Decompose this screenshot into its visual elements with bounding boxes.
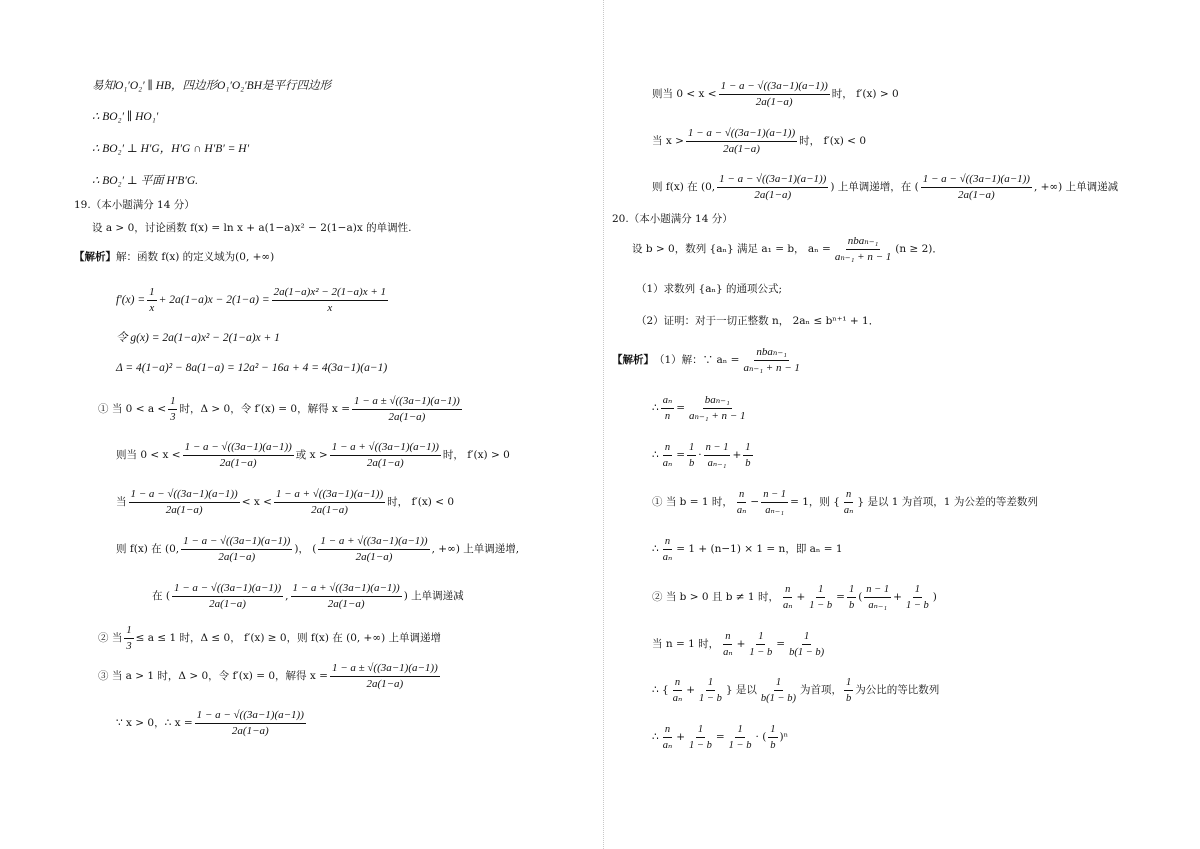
math-text: +	[732, 449, 742, 461]
question-19-heading	[74, 197, 195, 213]
denominator: n	[664, 410, 671, 422]
case-1-line-3	[116, 485, 454, 519]
numerator: aₙ	[661, 394, 675, 409]
fraction	[195, 709, 306, 738]
fraction	[661, 441, 675, 470]
math-text: +	[796, 591, 806, 603]
fraction	[721, 630, 735, 659]
math-text: ,	[285, 590, 289, 602]
fraction	[172, 582, 283, 611]
denominator: 2a(1−a)	[311, 503, 348, 516]
solution-text: 解：函数 f(x) 的定义域为(0, +∞)	[116, 251, 275, 263]
fraction	[687, 441, 696, 470]
question-part: （2）证明：对于一切正整数 n， 2aₙ ≤ bⁿ⁺¹ + 1．	[636, 315, 880, 327]
math-text: （1）解：∵ aₙ =	[654, 354, 740, 366]
denominator: b	[848, 599, 855, 611]
denominator: b(1 − b)	[789, 646, 825, 658]
numerator: 1 − a − √((3a−1)(a−1))	[129, 488, 240, 503]
right-line-2	[652, 124, 866, 158]
numerator: 1	[802, 630, 811, 645]
numerator: 1	[735, 723, 744, 738]
case-2-line	[98, 623, 441, 653]
fraction	[759, 676, 798, 705]
math-text: ② 当 b > 0 且 b ≠ 1 时，	[652, 591, 779, 603]
numerator: 1 − a + √((3a−1)(a−1))	[291, 582, 402, 597]
math-text: ③ 当 a > 1 时，Δ > 0，令 f′(x) = 0，解得 x =	[98, 670, 328, 682]
fraction	[747, 630, 774, 659]
math-text: )ⁿ	[779, 731, 789, 743]
fraction	[704, 441, 731, 470]
numerator: n	[737, 488, 746, 503]
fraction	[181, 535, 292, 564]
left-line-plane	[92, 173, 198, 189]
statement-text: ∴ BO₂′ ⊥ H′G，H′G ∩ H′B′ = H′	[92, 143, 250, 155]
math-text: 当 n = 1 时，	[652, 638, 720, 650]
numerator: n	[673, 676, 682, 691]
denominator: aₙ₋₁ + n − 1	[743, 361, 800, 374]
denominator: 2a(1−a)	[165, 503, 203, 516]
question-part: （1）求数列 {aₙ} 的通项公式;	[636, 283, 783, 295]
fraction	[842, 488, 856, 517]
derivative-line	[116, 283, 390, 317]
solution-20-intro	[612, 343, 804, 377]
math-text: } 是以	[725, 684, 757, 696]
case-1-line-1	[98, 392, 464, 426]
numerator: n − 1	[864, 583, 891, 598]
solution-20-n1	[652, 627, 828, 661]
fraction	[807, 583, 834, 612]
solution-tag: 【解析】	[612, 354, 654, 366]
denominator: b	[745, 457, 751, 469]
math-text: =	[676, 402, 686, 414]
denominator: 3	[126, 640, 132, 652]
math-text: 在 (	[152, 590, 170, 602]
numerator: 1	[168, 395, 177, 410]
fraction	[904, 583, 931, 612]
case-3-line-2	[116, 706, 308, 740]
fraction	[124, 624, 133, 653]
numerator: 1	[847, 583, 856, 598]
numerator: 1	[743, 441, 752, 456]
denominator: 2a(1−a)	[218, 550, 256, 563]
math-text: +	[676, 731, 686, 743]
denominator: aₙ	[662, 551, 673, 563]
denominator: 2a(1−a)	[209, 597, 246, 610]
math-text: ≤ a ≤ 1 时，Δ ≤ 0， f′(x) ≥ 0，则 f(x) 在 (0, +∞) 上单调递增	[135, 632, 442, 644]
fraction	[291, 582, 402, 611]
math-text: =	[676, 449, 686, 461]
math-text: < x <	[241, 496, 272, 508]
math-text: −	[750, 496, 760, 508]
math-text: + 2a(1−a)x − 2(1−a) =	[158, 294, 270, 306]
fraction	[661, 394, 675, 423]
fraction	[761, 488, 788, 517]
numerator: n	[663, 723, 672, 738]
fraction	[921, 173, 1032, 202]
math-text: 当	[116, 496, 127, 508]
question-number: 19.（本小题满分 14 分）	[74, 199, 195, 211]
numerator: 1 − a − √((3a−1)(a−1))	[183, 441, 294, 456]
denominator: 2a(1−a)	[754, 188, 792, 201]
fraction	[168, 395, 177, 424]
fraction	[352, 395, 462, 424]
denominator: 2a(1−a)	[366, 677, 404, 690]
numerator: 1 − a ± √((3a−1)(a−1))	[352, 395, 462, 410]
math-text: ∴ {	[652, 684, 669, 696]
right-line-3	[652, 170, 1118, 204]
solution-20-step-2	[652, 391, 749, 425]
right-line-1	[652, 77, 899, 111]
denominator: 1 − b	[699, 692, 722, 704]
denominator: aₙ	[782, 599, 793, 611]
denominator: x	[149, 301, 155, 314]
denominator: b	[846, 692, 852, 704]
statement-text: 易知O₁′O₂′ ∥ HB，四边形O₁′O₂′BH是平行四边形	[92, 80, 331, 92]
numerator: n	[663, 441, 672, 456]
math-text: 时，Δ > 0，令 f′(x) = 0，解得 x =	[179, 403, 350, 415]
left-line-perp	[92, 141, 249, 157]
denominator: aₙ	[723, 646, 733, 658]
question-20-part-2	[636, 313, 879, 329]
math-text: ② 当	[98, 632, 123, 644]
denominator: 1 − b	[809, 599, 833, 611]
fraction	[844, 676, 853, 705]
fraction	[330, 662, 440, 691]
denominator: 2a(1−a)	[355, 550, 393, 563]
case-1-line-2	[116, 438, 510, 472]
denominator: 2a(1−a)	[231, 724, 269, 737]
math-text: 时， f′(x) < 0	[387, 496, 455, 508]
question-20-text	[632, 232, 943, 266]
math-text: ∴	[652, 731, 659, 743]
numerator: nbaₙ₋₁	[846, 235, 881, 250]
denominator: 1 − b	[905, 599, 929, 611]
math-text: )	[932, 591, 937, 603]
math-text: · (	[755, 731, 767, 743]
math-text: 或 x >	[295, 449, 328, 461]
fraction	[272, 286, 388, 315]
math-text: +	[736, 638, 746, 650]
fraction	[741, 346, 801, 375]
denominator: aₙ	[672, 692, 683, 704]
solution-tag: 【解析】	[74, 251, 116, 263]
fraction	[697, 676, 724, 705]
case-1-line-4	[116, 532, 519, 566]
fraction	[727, 723, 754, 752]
left-line-parallel-2	[92, 109, 158, 125]
case-3-line-1	[98, 659, 442, 693]
math-text: 则 f(x) 在 (0,	[652, 181, 716, 193]
numerator: n	[844, 488, 853, 503]
numerator: 1	[696, 723, 705, 738]
numerator: 1	[124, 624, 133, 639]
denominator: 1 − b	[749, 646, 773, 658]
denominator: aₙ	[662, 739, 673, 751]
math-text: ∴	[652, 543, 659, 555]
question-body: 设 a > 0，讨论函数 f(x) = ln x + a(1−a)x² − 2(1−a)x 的单调性.	[92, 222, 412, 234]
fraction	[183, 441, 294, 470]
denominator: aₙ	[662, 457, 673, 469]
numerator: 1	[913, 583, 922, 598]
solution-20-final	[652, 720, 788, 754]
numerator: 1	[774, 676, 783, 691]
denominator: 2a(1−a)	[327, 597, 365, 610]
numerator: 1 − a − √((3a−1)(a−1))	[172, 582, 283, 597]
fraction	[661, 723, 675, 752]
fraction	[671, 676, 685, 705]
fraction	[318, 535, 429, 564]
denominator: 2a(1−a)	[957, 188, 995, 201]
denominator: aₙ₋₁	[765, 504, 784, 516]
numerator: 1 − a − √((3a−1)(a−1))	[921, 173, 1032, 188]
denominator: 2a(1−a)	[723, 142, 760, 155]
numerator: 1 − a + √((3a−1)(a−1))	[274, 488, 385, 503]
denominator: aₙ₋₁ + n − 1	[689, 409, 746, 422]
numerator: 1	[816, 583, 825, 598]
solution-20-step-3	[652, 438, 755, 472]
denominator: aₙ₋₁	[707, 457, 727, 469]
fraction	[768, 723, 777, 752]
math-text: ∴	[652, 449, 659, 461]
numerator: n − 1	[761, 488, 788, 503]
solution-20-geometric	[652, 673, 939, 707]
fraction	[330, 441, 441, 470]
numerator: nbaₙ₋₁	[754, 346, 789, 361]
numerator: 1 − a ± √((3a−1)(a−1))	[330, 662, 440, 677]
math-text: +	[686, 684, 696, 696]
denominator: 2a(1−a)	[219, 456, 257, 469]
denominator: aₙ₋₁	[868, 599, 888, 611]
math-text: ∵ x > 0，∴ x =	[116, 717, 193, 729]
numerator: 1 − a + √((3a−1)(a−1))	[318, 535, 429, 550]
fraction	[743, 441, 752, 470]
statement-text: ∴ BO₂′ ⊥ 平面 H′B′G.	[92, 175, 199, 187]
numerator: baₙ₋₁	[703, 394, 732, 409]
question-20-part-1	[636, 281, 782, 297]
numerator: 1 − a − √((3a−1)(a−1))	[717, 173, 828, 188]
solution-19-intro	[74, 249, 274, 265]
denominator: aₙ	[843, 504, 854, 516]
math-text: = 1 + (n−1) × 1 = n，即 aₙ = 1	[676, 543, 843, 555]
math-text: 时， f′(x) > 0	[442, 449, 510, 461]
math-text: ① 当 0 < a <	[98, 403, 167, 415]
discriminant	[116, 360, 387, 376]
math-text: 令 g(x) = 2a(1−a)x² − 2(1−a)x + 1	[116, 332, 280, 344]
solution-20-case-2	[652, 580, 937, 614]
math-text: ∴	[652, 402, 659, 414]
math-text: 则当 0 < x <	[116, 449, 181, 461]
numerator: 1	[756, 630, 765, 645]
fraction	[781, 583, 795, 612]
math-text: 则 f(x) 在 (0,	[116, 543, 180, 555]
math-text: =	[715, 731, 725, 743]
solution-20-case-1-result	[652, 532, 843, 566]
math-text: 则当 0 < x <	[652, 88, 717, 100]
numerator: 1	[768, 723, 777, 738]
statement-text: ∴ BO₂′ ∥ HO₁′	[92, 111, 159, 123]
math-text: =	[836, 591, 845, 603]
fraction	[687, 394, 747, 423]
fraction	[686, 127, 797, 156]
denominator: 1 − b	[728, 739, 752, 751]
math-text: +	[893, 591, 902, 603]
math-text: Δ = 4(1−a)² − 8a(1−a) = 12a² − 16a + 4 = 4(3a−1)(a−1)	[116, 362, 388, 374]
fraction	[833, 235, 893, 264]
numerator: 2a(1−a)x² − 2(1−a)x + 1	[272, 286, 388, 301]
numerator: 1	[706, 676, 715, 691]
fraction	[274, 488, 385, 517]
fraction	[661, 535, 675, 564]
case-1-line-5	[152, 579, 464, 613]
numerator: 1 − a − √((3a−1)(a−1))	[181, 535, 292, 550]
math-text: =	[776, 638, 786, 650]
math-text: , +∞) 上单调递减	[1033, 181, 1119, 193]
denominator: aₙ₋₁ + n − 1	[834, 250, 892, 263]
numerator: n	[663, 535, 672, 550]
fraction	[787, 630, 826, 659]
numerator: n	[723, 630, 732, 645]
math-text: 时， f′(x) > 0	[831, 88, 899, 100]
numerator: 1 − a − √((3a−1)(a−1))	[686, 127, 797, 142]
math-text: 设 b > 0，数列 {aₙ} 满足 a₁ = b， aₙ =	[632, 243, 831, 255]
numerator: 1 − a − √((3a−1)(a−1))	[719, 80, 830, 95]
numerator: 1	[147, 286, 157, 301]
denominator: 2a(1−a)	[388, 410, 426, 423]
question-20-heading	[612, 211, 733, 227]
numerator: n − 1	[704, 441, 731, 456]
math-text: ① 当 b = 1 时，	[652, 496, 733, 508]
math-text: f′(x) =	[116, 294, 146, 306]
g-definition	[116, 330, 280, 346]
numerator: 1	[844, 676, 853, 691]
math-text: = 1，则 {	[790, 496, 840, 508]
denominator: b	[770, 739, 776, 751]
math-text: ) 上单调递减	[403, 590, 464, 602]
math-text: 当 x >	[652, 135, 684, 147]
denominator: 3	[170, 411, 176, 423]
math-text: 为首项，	[800, 684, 842, 696]
math-text: 为公比的等比数列	[855, 684, 940, 696]
math-text: (n ≥ 2)．	[895, 243, 943, 255]
denominator: aₙ	[736, 504, 747, 516]
math-text: , +∞) 上单调递增,	[431, 543, 520, 555]
fraction	[129, 488, 240, 517]
fraction	[147, 286, 157, 315]
math-text: 时， f′(x) < 0	[799, 135, 867, 147]
fraction	[864, 583, 891, 612]
denominator: b(1 − b)	[760, 692, 796, 704]
fraction	[717, 173, 828, 202]
denominator: 1 − b	[689, 739, 712, 751]
question-19-text	[92, 220, 411, 236]
numerator: 1 − a + √((3a−1)(a−1))	[330, 441, 441, 456]
math-text: ) 上单调递增，在 (	[830, 181, 919, 193]
fraction	[687, 723, 714, 752]
numerator: n	[783, 583, 792, 598]
numerator: 1 − a − √((3a−1)(a−1))	[195, 709, 306, 724]
denominator: b	[689, 457, 695, 469]
fraction	[735, 488, 749, 517]
denominator: x	[327, 301, 333, 314]
column-divider	[603, 0, 604, 849]
math-text: (	[858, 591, 863, 603]
denominator: 2a(1−a)	[755, 95, 793, 108]
question-number: 20.（本小题满分 14 分）	[612, 213, 733, 225]
numerator: 1	[687, 441, 696, 456]
solution-20-case-1	[652, 485, 1038, 519]
fraction	[719, 80, 830, 109]
denominator: 2a(1−a)	[366, 456, 404, 469]
left-line-parallel	[92, 78, 331, 94]
math-text: ·	[698, 449, 702, 461]
math-text: } 是以 1 为首项，1 为公差的等差数列	[857, 496, 1038, 508]
fraction	[847, 583, 856, 612]
math-text: )， (	[294, 543, 317, 555]
